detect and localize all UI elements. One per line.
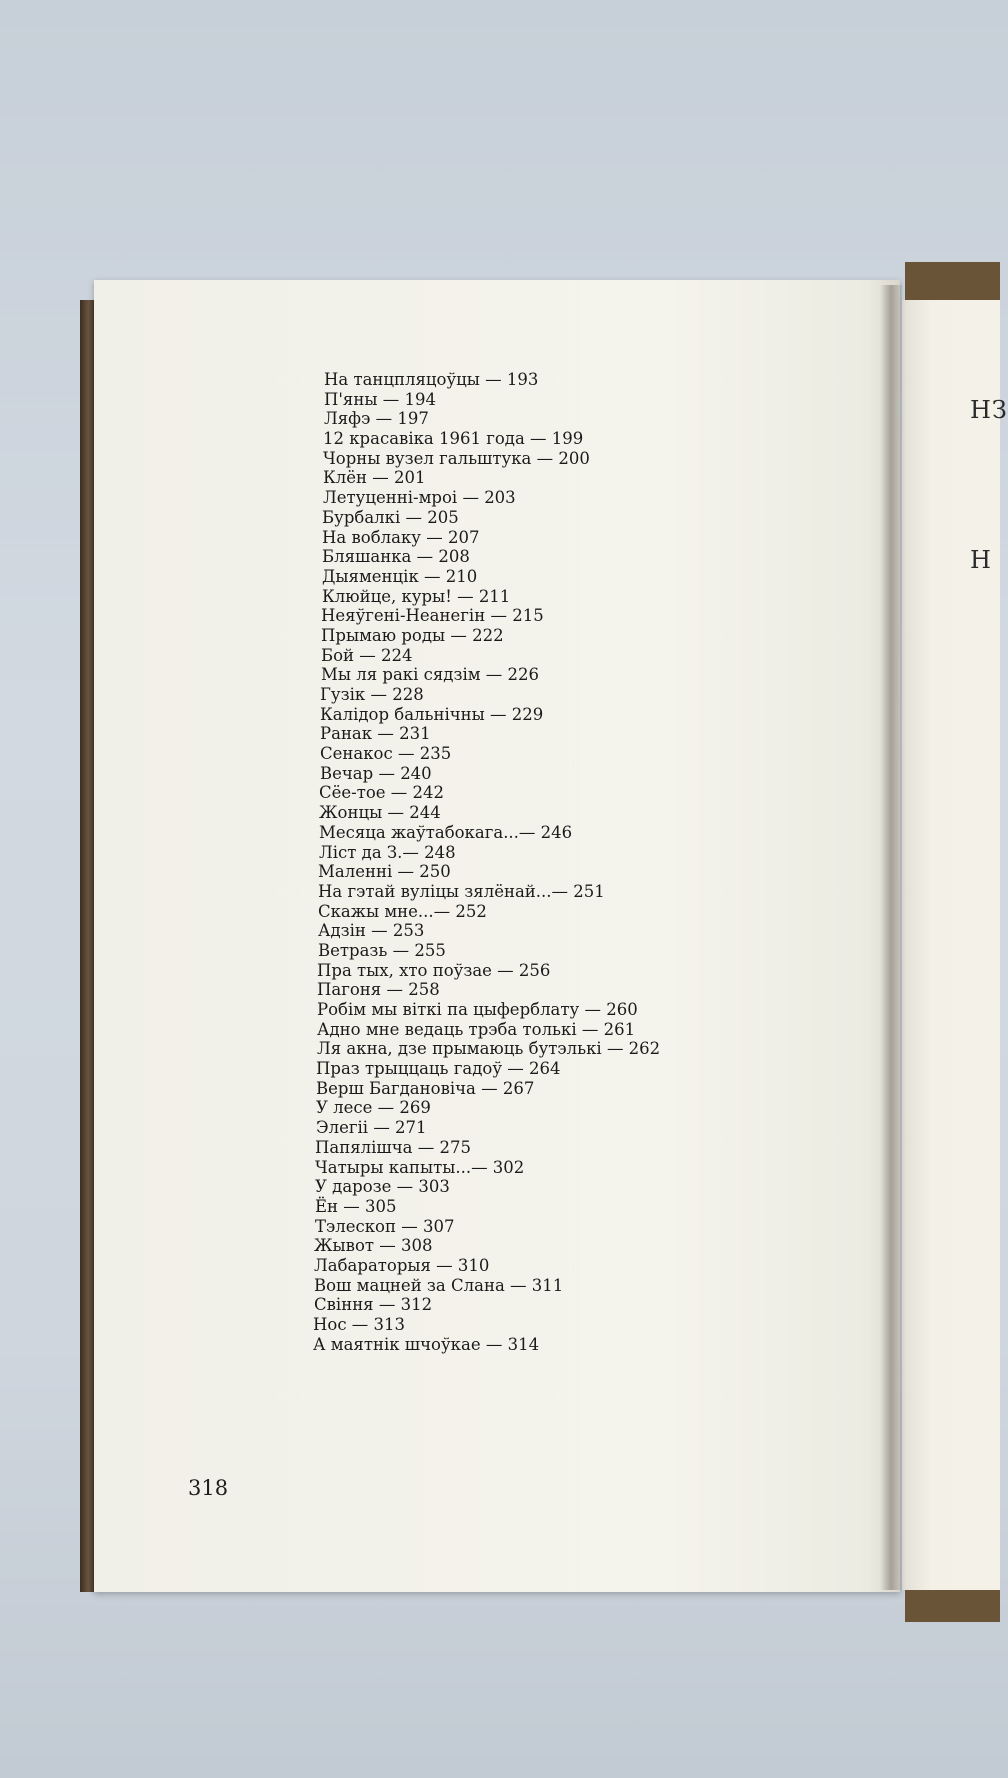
toc-entry: Чорны вузел гальштука — 200 [323, 448, 590, 468]
toc-entry: Мы ля ракі сядзім — 226 [321, 665, 540, 685]
toc-entry: Ён — 305 [315, 1196, 397, 1216]
toc-entry: Гузік — 228 [320, 685, 424, 704]
toc-entry: Верш Багдановіча — 267 [316, 1078, 535, 1098]
toc-entry: Лабараторыя — 310 [314, 1255, 490, 1275]
toc-entry: Бурбалкі — 205 [322, 507, 459, 527]
toc-entry: Ранак — 231 [320, 724, 431, 744]
toc-entry: Свіння — 312 [314, 1295, 433, 1315]
toc-entry: Праз трыццаць гадоў — 264 [316, 1059, 561, 1079]
toc-entry: Дыяменцік — 210 [322, 566, 478, 586]
toc-entry: Нос — 313 [313, 1315, 406, 1334]
toc-entry: Калідор бальнічны — 229 [320, 704, 544, 724]
toc-entry: На гэтай вуліцы зялёнай...— 251 [318, 881, 605, 901]
toc-entry: Элегіі — 271 [316, 1118, 427, 1138]
toc-entry: Бой — 224 [321, 645, 413, 665]
toc-entry: Ліст да З.— 248 [319, 842, 456, 862]
toc-entry: Сёе-тое — 242 [319, 783, 445, 803]
toc-entry: Робім мы віткі па цыферблату — 260 [317, 1000, 638, 1019]
page-number: 318 [188, 1476, 229, 1500]
toc-entry: Адзін — 253 [318, 921, 425, 941]
toc-entry: Летуценні-мроі — 203 [323, 488, 516, 508]
toc-entry: Жонцы — 244 [319, 803, 441, 823]
toc-entry: Жывот — 308 [314, 1236, 433, 1256]
toc-entry: Скажы мне...— 252 [318, 901, 487, 921]
toc-entry: Прымаю роды — 222 [321, 625, 504, 645]
toc-entry: Неяўгені-Неанегін — 215 [321, 606, 544, 626]
toc-entry: Ляфэ — 197 [324, 409, 429, 429]
toc-entry: Клён — 201 [323, 468, 426, 488]
right-page-fragment-2: Н [970, 546, 992, 574]
right-page [902, 300, 1008, 1590]
toc-entry: Тэлескоп — 307 [315, 1216, 455, 1236]
toc-entry: Папялішча — 275 [315, 1137, 471, 1157]
toc-entry: На воблаку — 207 [322, 527, 480, 547]
toc-entry: 12 красавіка 1961 года — 199 [323, 429, 584, 449]
toc-entry: Чатыры капыты...— 302 [315, 1157, 525, 1177]
toc-entry: Ля акна, дзе прымаюць бутэлькі — 262 [317, 1039, 661, 1059]
page-gutter [880, 285, 902, 1590]
toc-entry: Маленні — 250 [318, 862, 451, 882]
toc-entry: Пра тых, хто поўзае — 256 [317, 960, 551, 980]
toc-entry: Адно мне ведаць трэба толькі — 261 [317, 1019, 636, 1039]
toc-entry: Сенакос — 235 [320, 744, 452, 764]
toc-entry: П'яны — 194 [324, 389, 436, 409]
toc-entry: Пагоня — 258 [317, 980, 440, 1000]
toc-entry: Клюйце, куры! — 211 [322, 586, 511, 606]
book-spine [80, 300, 94, 1592]
toc-entry: А маятнік шчоўкае — 314 [313, 1334, 540, 1354]
toc-entry: Месяца жаўтабокага...— 246 [319, 822, 573, 842]
table-of-contents [313, 370, 661, 1354]
toc-entry: Вечар — 240 [320, 763, 432, 783]
right-page-fragment-1: НЗ [970, 396, 1008, 424]
toc-entry: Бляшанка — 208 [322, 547, 470, 567]
toc-entry: Ветразь — 255 [318, 940, 446, 960]
toc-entry: Вош мацней за Слана — 311 [314, 1275, 564, 1295]
toc-entry: На танцпляцоўцы — 193 [324, 370, 539, 389]
toc-entry: У дарозе — 303 [315, 1177, 450, 1197]
toc-entry: У лесе — 269 [316, 1098, 431, 1118]
